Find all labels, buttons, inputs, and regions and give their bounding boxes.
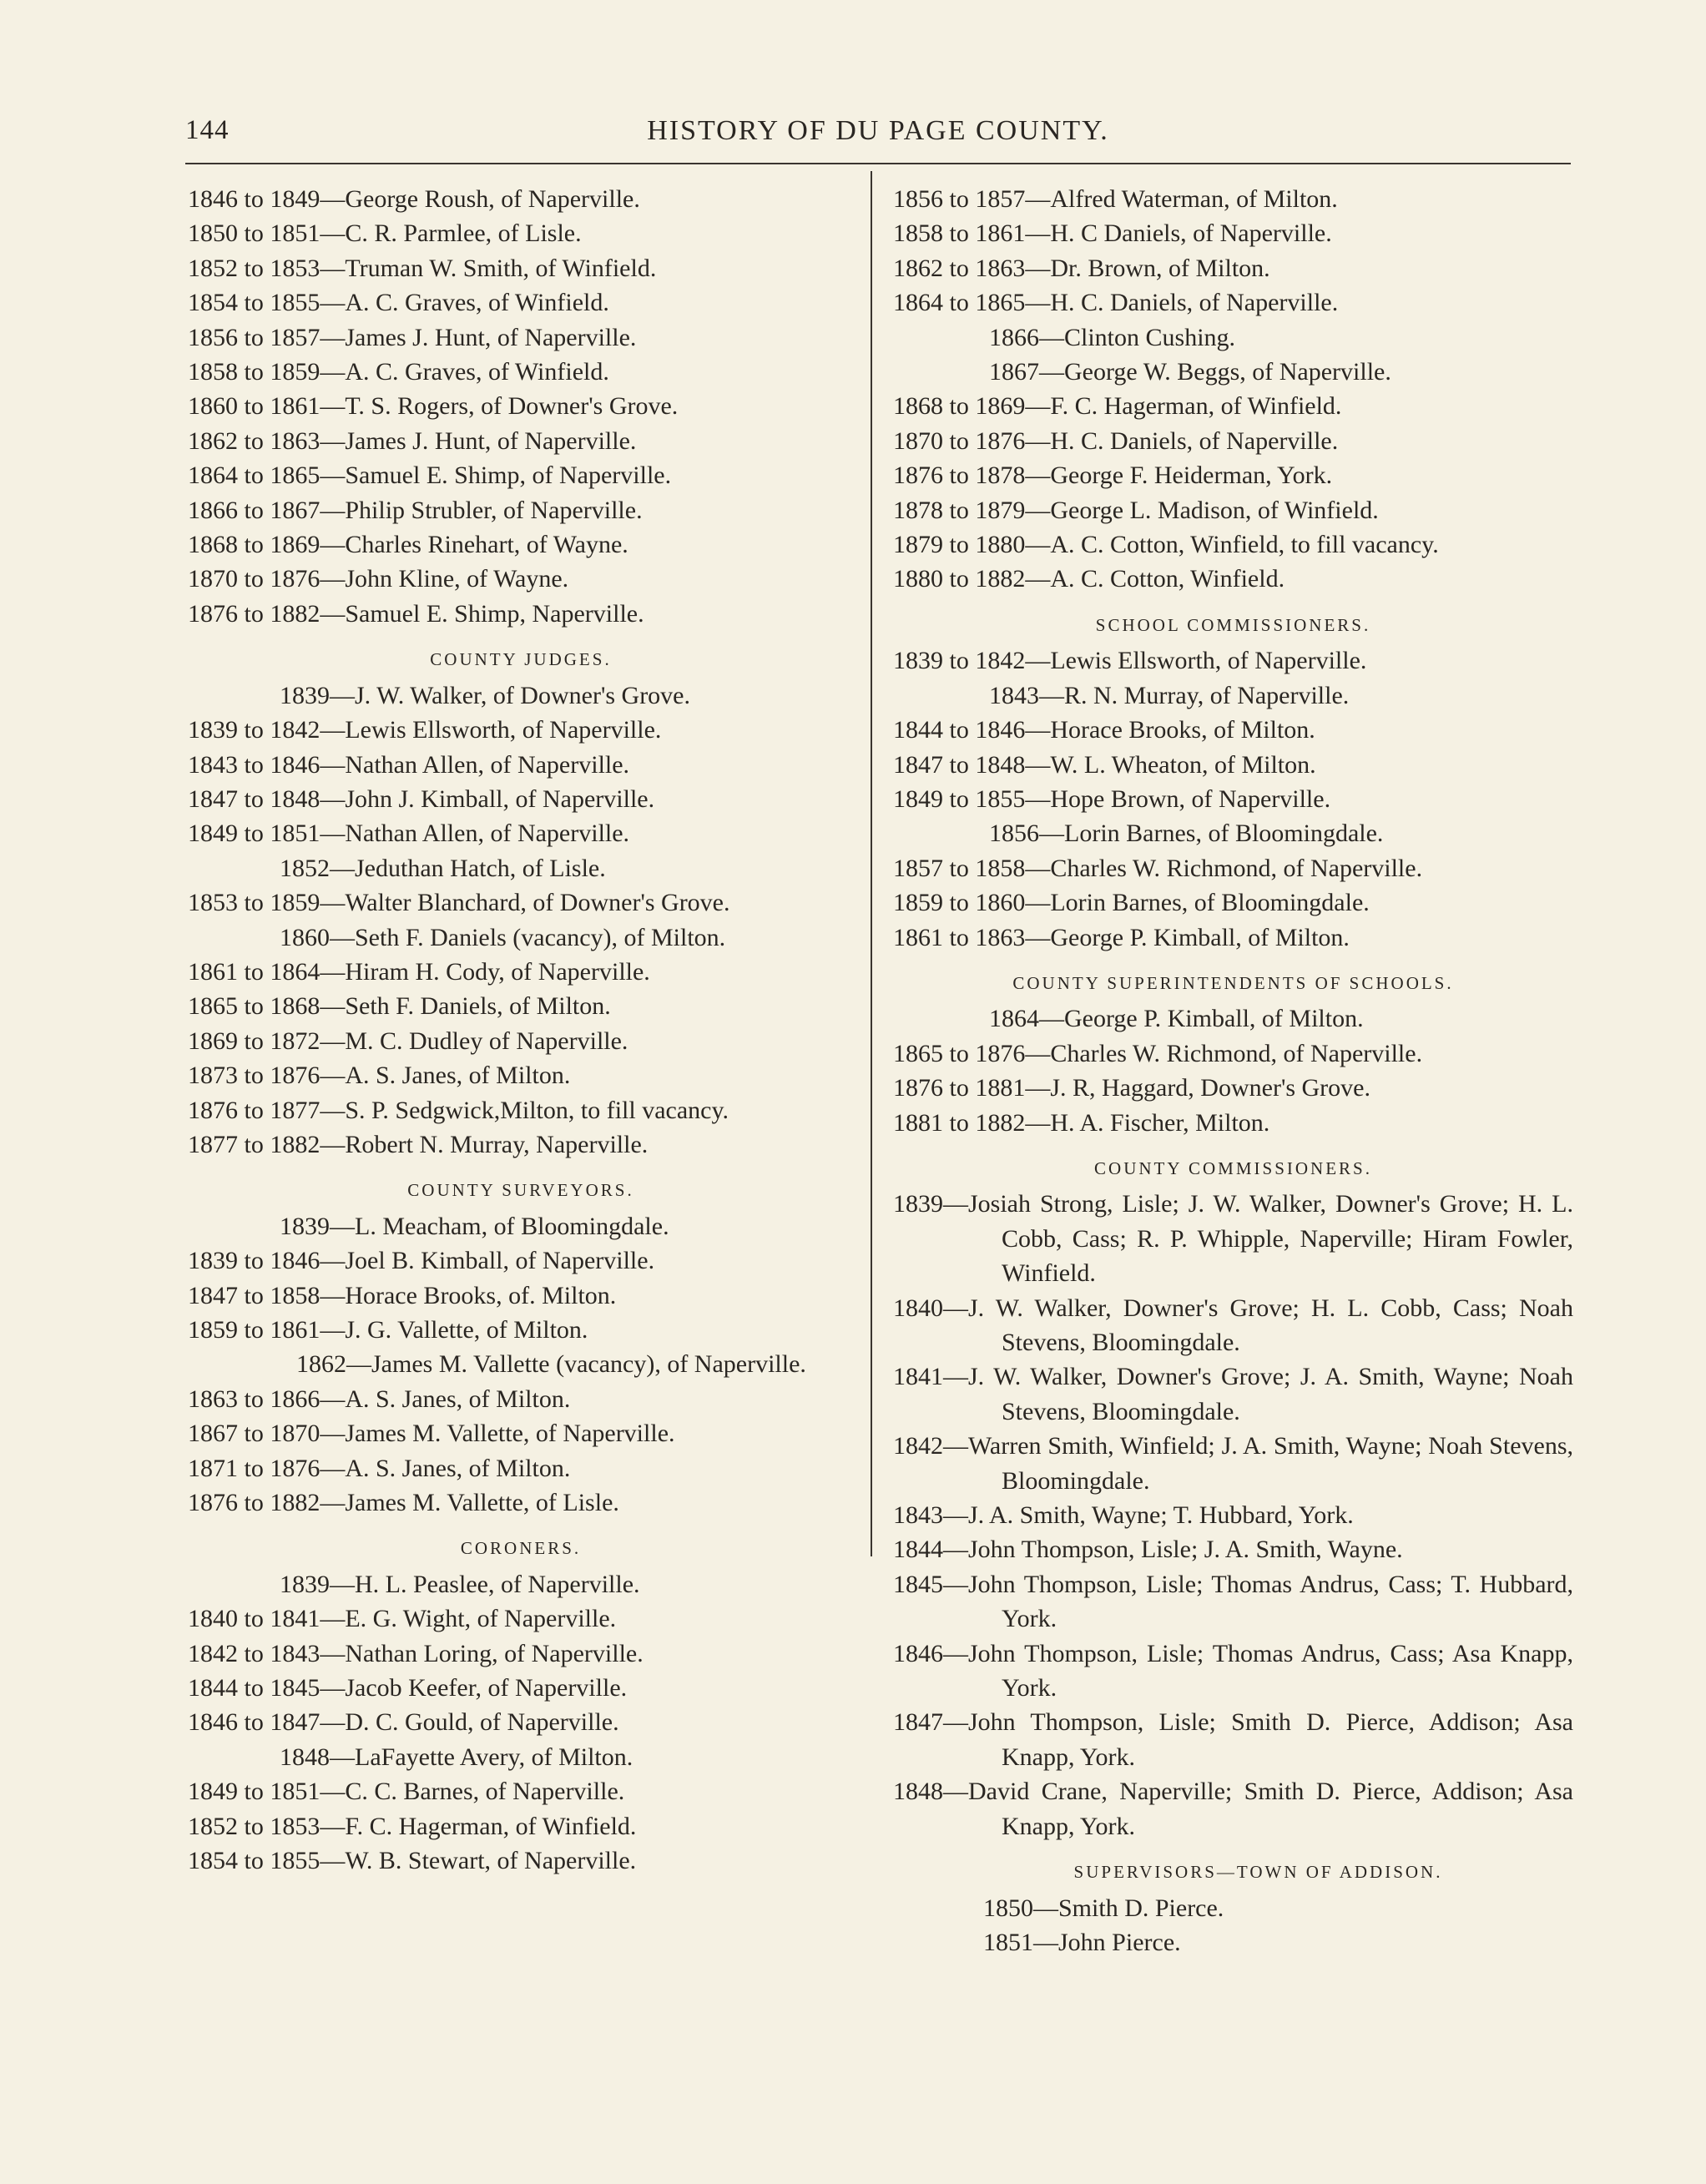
section-heading-county-judges: COUNTY JUDGES. <box>430 649 612 670</box>
list-item: 1853 to 1859—Walter Blanchard, of Downer's Grove. <box>188 889 730 917</box>
list-item: 1857 to 1858—Charles W. Richmond, of Naperville. <box>893 854 1423 882</box>
list-item: 1876 to 1878—George F. Heiderman, York. <box>893 462 1333 490</box>
list-item: 1876 to 1877—S. P. Sedgwick,Milton, to fill vacancy. <box>188 1096 729 1124</box>
list-item: 1876 to 1882—James M. Vallette, of Lisle. <box>188 1489 619 1517</box>
county-commissioners-list <box>893 1187 1573 1844</box>
list-item: 1859 to 1861—J. G. Vallette, of Milton. <box>188 1316 588 1344</box>
list-item: 1842 to 1843—Nathan Loring, of Naperville. <box>188 1639 644 1667</box>
right-column <box>893 182 1573 1960</box>
list-item: 1862—James M. Vallette (vacancy), of Naperville. <box>296 1350 806 1379</box>
list-item: 1839—Josiah Strong, Lisle; J. W. Walker, Downer's Grove; H. L. Cobb, Cass; R. P. Whipple, Naperville; Hiram Fowler, Winfield. <box>893 1190 1573 1288</box>
left-column <box>188 182 854 1879</box>
list-item: 1865 to 1868—Seth F. Daniels, of Milton. <box>188 992 611 1021</box>
supervisors-addison-list <box>893 1891 1573 1960</box>
list-item: 1850—Smith D. Pierce. <box>983 1894 1224 1922</box>
page-header <box>185 115 1571 157</box>
section-heading-supervisors-addison: SUPERVISORS—TOWN OF ADDISON. <box>1073 1862 1443 1883</box>
list-item: 1847 to 1848—W. L. Wheaton, of Milton. <box>893 750 1316 779</box>
list-item: 1839—J. W. Walker, of Downer's Grove. <box>280 681 690 709</box>
list-item: 1863 to 1866—A. S. Janes, of Milton. <box>188 1385 571 1413</box>
list-item: 1845—John Thompson, Lisle; Thomas Andrus, Cass; T. Hubbard, York. <box>893 1570 1573 1633</box>
list-item: 1840—J. W. Walker, Downer's Grove; H. L. Cobb, Cass; Noah Stevens, Bloomingdale. <box>893 1294 1573 1356</box>
list-item: 1879 to 1880—A. C. Cotton, Winfield, to fill vacancy. <box>893 531 1439 559</box>
list-item: 1864—George P. Kimball, of Milton. <box>989 1005 1364 1033</box>
list-item: 1856 to 1857—Alfred Waterman, of Milton. <box>893 185 1338 213</box>
list-item: 1869 to 1872—M. C. Dudley of Naperville. <box>188 1026 628 1055</box>
list-item: 1858 to 1859—A. C. Graves, of Winfield. <box>188 358 609 386</box>
list-item: 1870 to 1876—John Kline, of Wayne. <box>188 565 569 593</box>
list-item: 1860 to 1861—T. S. Rogers, of Downer's Grove. <box>188 392 679 421</box>
list-item: 1846 to 1849—George Roush, of Naperville. <box>188 185 640 213</box>
list-item: 1848—LaFayette Avery, of Milton. <box>280 1743 633 1771</box>
list-item: 1858 to 1861—H. C Daniels, of Naperville. <box>893 219 1332 248</box>
list-item: 1847—John Thompson, Lisle; Smith D. Pierce, Addison; Asa Knapp, York. <box>893 1708 1573 1771</box>
list-item: 1852 to 1853—Truman W. Smith, of Winfield. <box>188 254 657 282</box>
section-heading-county-commissioners: COUNTY COMMISSIONERS. <box>1094 1158 1372 1178</box>
list-item: 1847 to 1848—John J. Kimball, of Naperville. <box>188 784 655 813</box>
list-item: 1861 to 1863—George P. Kimball, of Milton. <box>893 923 1350 951</box>
list-item: 1868 to 1869—F. C. Hagerman, of Winfield. <box>893 392 1342 421</box>
list-item: 1843 to 1846—Nathan Allen, of Naperville. <box>188 750 630 779</box>
list-item: 1841—J. W. Walker, Downer's Grove; J. A. Smith, Wayne; Noah Stevens, Bloomingdale. <box>893 1363 1573 1425</box>
list-item: 1862 to 1863—Dr. Brown, of Milton. <box>893 254 1270 282</box>
list-item: 1839—H. L. Peaslee, of Naperville. <box>280 1570 640 1598</box>
header-rule <box>185 163 1571 164</box>
left-group1 <box>188 182 854 631</box>
list-item: 1864 to 1865—Samuel E. Shimp, of Naperville. <box>188 462 672 490</box>
list-item: 1856—Lorin Barnes, of Bloomingdale. <box>989 820 1384 848</box>
page-number: 144 <box>185 115 230 145</box>
list-item: 1873 to 1876—A. S. Janes, of Milton. <box>188 1062 571 1090</box>
list-item: 1844 to 1846—Horace Brooks, of Milton. <box>893 716 1315 744</box>
list-item: 1866—Clinton Cushing. <box>989 323 1236 351</box>
list-item: 1880 to 1882—A. C. Cotton, Winfield. <box>893 565 1285 593</box>
list-item: 1854 to 1855—W. B. Stewart, of Naperville. <box>188 1847 637 1875</box>
right-group1 <box>893 182 1573 597</box>
coroners-list <box>188 1567 854 1879</box>
section-heading-county-superintendents: COUNTY SUPERINTENDENTS OF SCHOOLS. <box>1012 972 1454 993</box>
list-item: 1877 to 1882—Robert N. Murray, Naperville. <box>188 1130 649 1158</box>
list-item: 1840 to 1841—E. G. Wight, of Naperville. <box>188 1605 617 1633</box>
column-divider <box>871 171 872 1556</box>
list-item: 1856 to 1857—James J. Hunt, of Naperville. <box>188 323 637 351</box>
list-item: 1844 to 1845—Jacob Keefer, of Naperville. <box>188 1674 628 1702</box>
list-item: 1860—Seth F. Daniels (vacancy), of Milton. <box>280 923 726 951</box>
list-item: 1864 to 1865—H. C. Daniels, of Naperville. <box>893 289 1339 317</box>
list-item: 1870 to 1876—H. C. Daniels, of Naperville. <box>893 426 1339 455</box>
list-item: 1852 to 1853—F. C. Hagerman, of Winfield. <box>188 1812 637 1840</box>
list-item: 1859 to 1860—Lorin Barnes, of Bloomingdale. <box>893 889 1370 917</box>
list-item: 1876 to 1881—J. R, Haggard, Downer's Grove. <box>893 1074 1370 1102</box>
section-heading-county-surveyors: COUNTY SURVEYORS. <box>407 1180 634 1201</box>
list-item: 1839 to 1846—Joel B. Kimball, of Naperville. <box>188 1247 655 1275</box>
list-item: 1881 to 1882—H. A. Fischer, Milton. <box>893 1108 1270 1137</box>
list-item: 1862 to 1863—James J. Hunt, of Naperville. <box>188 426 637 455</box>
list-item: 1849 to 1855—Hope Brown, of Naperville. <box>893 784 1331 813</box>
list-item: 1839 to 1842—Lewis Ellsworth, of Naperville. <box>188 716 662 744</box>
list-item: 1839—L. Meacham, of Bloomingdale. <box>280 1212 669 1240</box>
school-commissioners-list <box>893 643 1573 955</box>
list-item: 1871 to 1876—A. S. Janes, of Milton. <box>188 1454 571 1482</box>
list-item: 1854 to 1855—A. C. Graves, of Winfield. <box>188 289 609 317</box>
county-superintendents-list <box>893 1001 1573 1140</box>
list-item: 1867 to 1870—James M. Vallette, of Naperville. <box>188 1420 675 1448</box>
section-heading-coroners: CORONERS. <box>460 1538 582 1559</box>
list-item: 1876 to 1882—Samuel E. Shimp, Naperville. <box>188 599 644 628</box>
list-item: 1846 to 1847—D. C. Gould, of Naperville. <box>188 1708 619 1737</box>
list-item: 1847 to 1858—Horace Brooks, of. Milton. <box>188 1281 617 1309</box>
list-item: 1849 to 1851—Nathan Allen, of Naperville. <box>188 820 630 848</box>
list-item: 1844—John Thompson, Lisle; J. A. Smith, Wayne. <box>893 1536 1403 1564</box>
list-item: 1839 to 1842—Lewis Ellsworth, of Naperville. <box>893 647 1367 675</box>
list-item: 1843—R. N. Murray, of Naperville. <box>989 681 1350 709</box>
list-item: 1849 to 1851—C. C. Barnes, of Naperville. <box>188 1778 625 1806</box>
list-item: 1843—J. A. Smith, Wayne; T. Hubbard, York. <box>893 1501 1354 1530</box>
county-judges-list <box>188 678 854 1163</box>
running-title: HISTORY OF DU PAGE COUNTY. <box>647 115 1109 146</box>
list-item: 1846—John Thompson, Lisle; Thomas Andrus, Cass; Asa Knapp, York. <box>893 1639 1573 1702</box>
list-item: 1848—David Crane, Naperville; Smith D. Pierce, Addison; Asa Knapp, York. <box>893 1778 1573 1840</box>
county-surveyors-list <box>188 1209 854 1521</box>
list-item: 1850 to 1851—C. R. Parmlee, of Lisle. <box>188 219 582 248</box>
list-item: 1842—Warren Smith, Winfield; J. A. Smith, Wayne; Noah Stevens, Bloomingdale. <box>893 1432 1573 1495</box>
section-heading-school-commissioners: SCHOOL COMMISSIONERS. <box>1095 614 1371 635</box>
list-item: 1851—John Pierce. <box>983 1928 1181 1956</box>
list-item: 1866 to 1867—Philip Strubler, of Naperville. <box>188 496 643 524</box>
list-item: 1878 to 1879—George L. Madison, of Winfield. <box>893 496 1379 524</box>
list-item: 1867—George W. Beggs, of Naperville. <box>989 358 1391 386</box>
list-item: 1865 to 1876—Charles W. Richmond, of Naperville. <box>893 1039 1423 1067</box>
list-item: 1852—Jeduthan Hatch, of Lisle. <box>280 854 606 882</box>
list-item: 1868 to 1869—Charles Rinehart, of Wayne. <box>188 531 628 559</box>
list-item: 1861 to 1864—Hiram H. Cody, of Naperville. <box>188 957 650 986</box>
